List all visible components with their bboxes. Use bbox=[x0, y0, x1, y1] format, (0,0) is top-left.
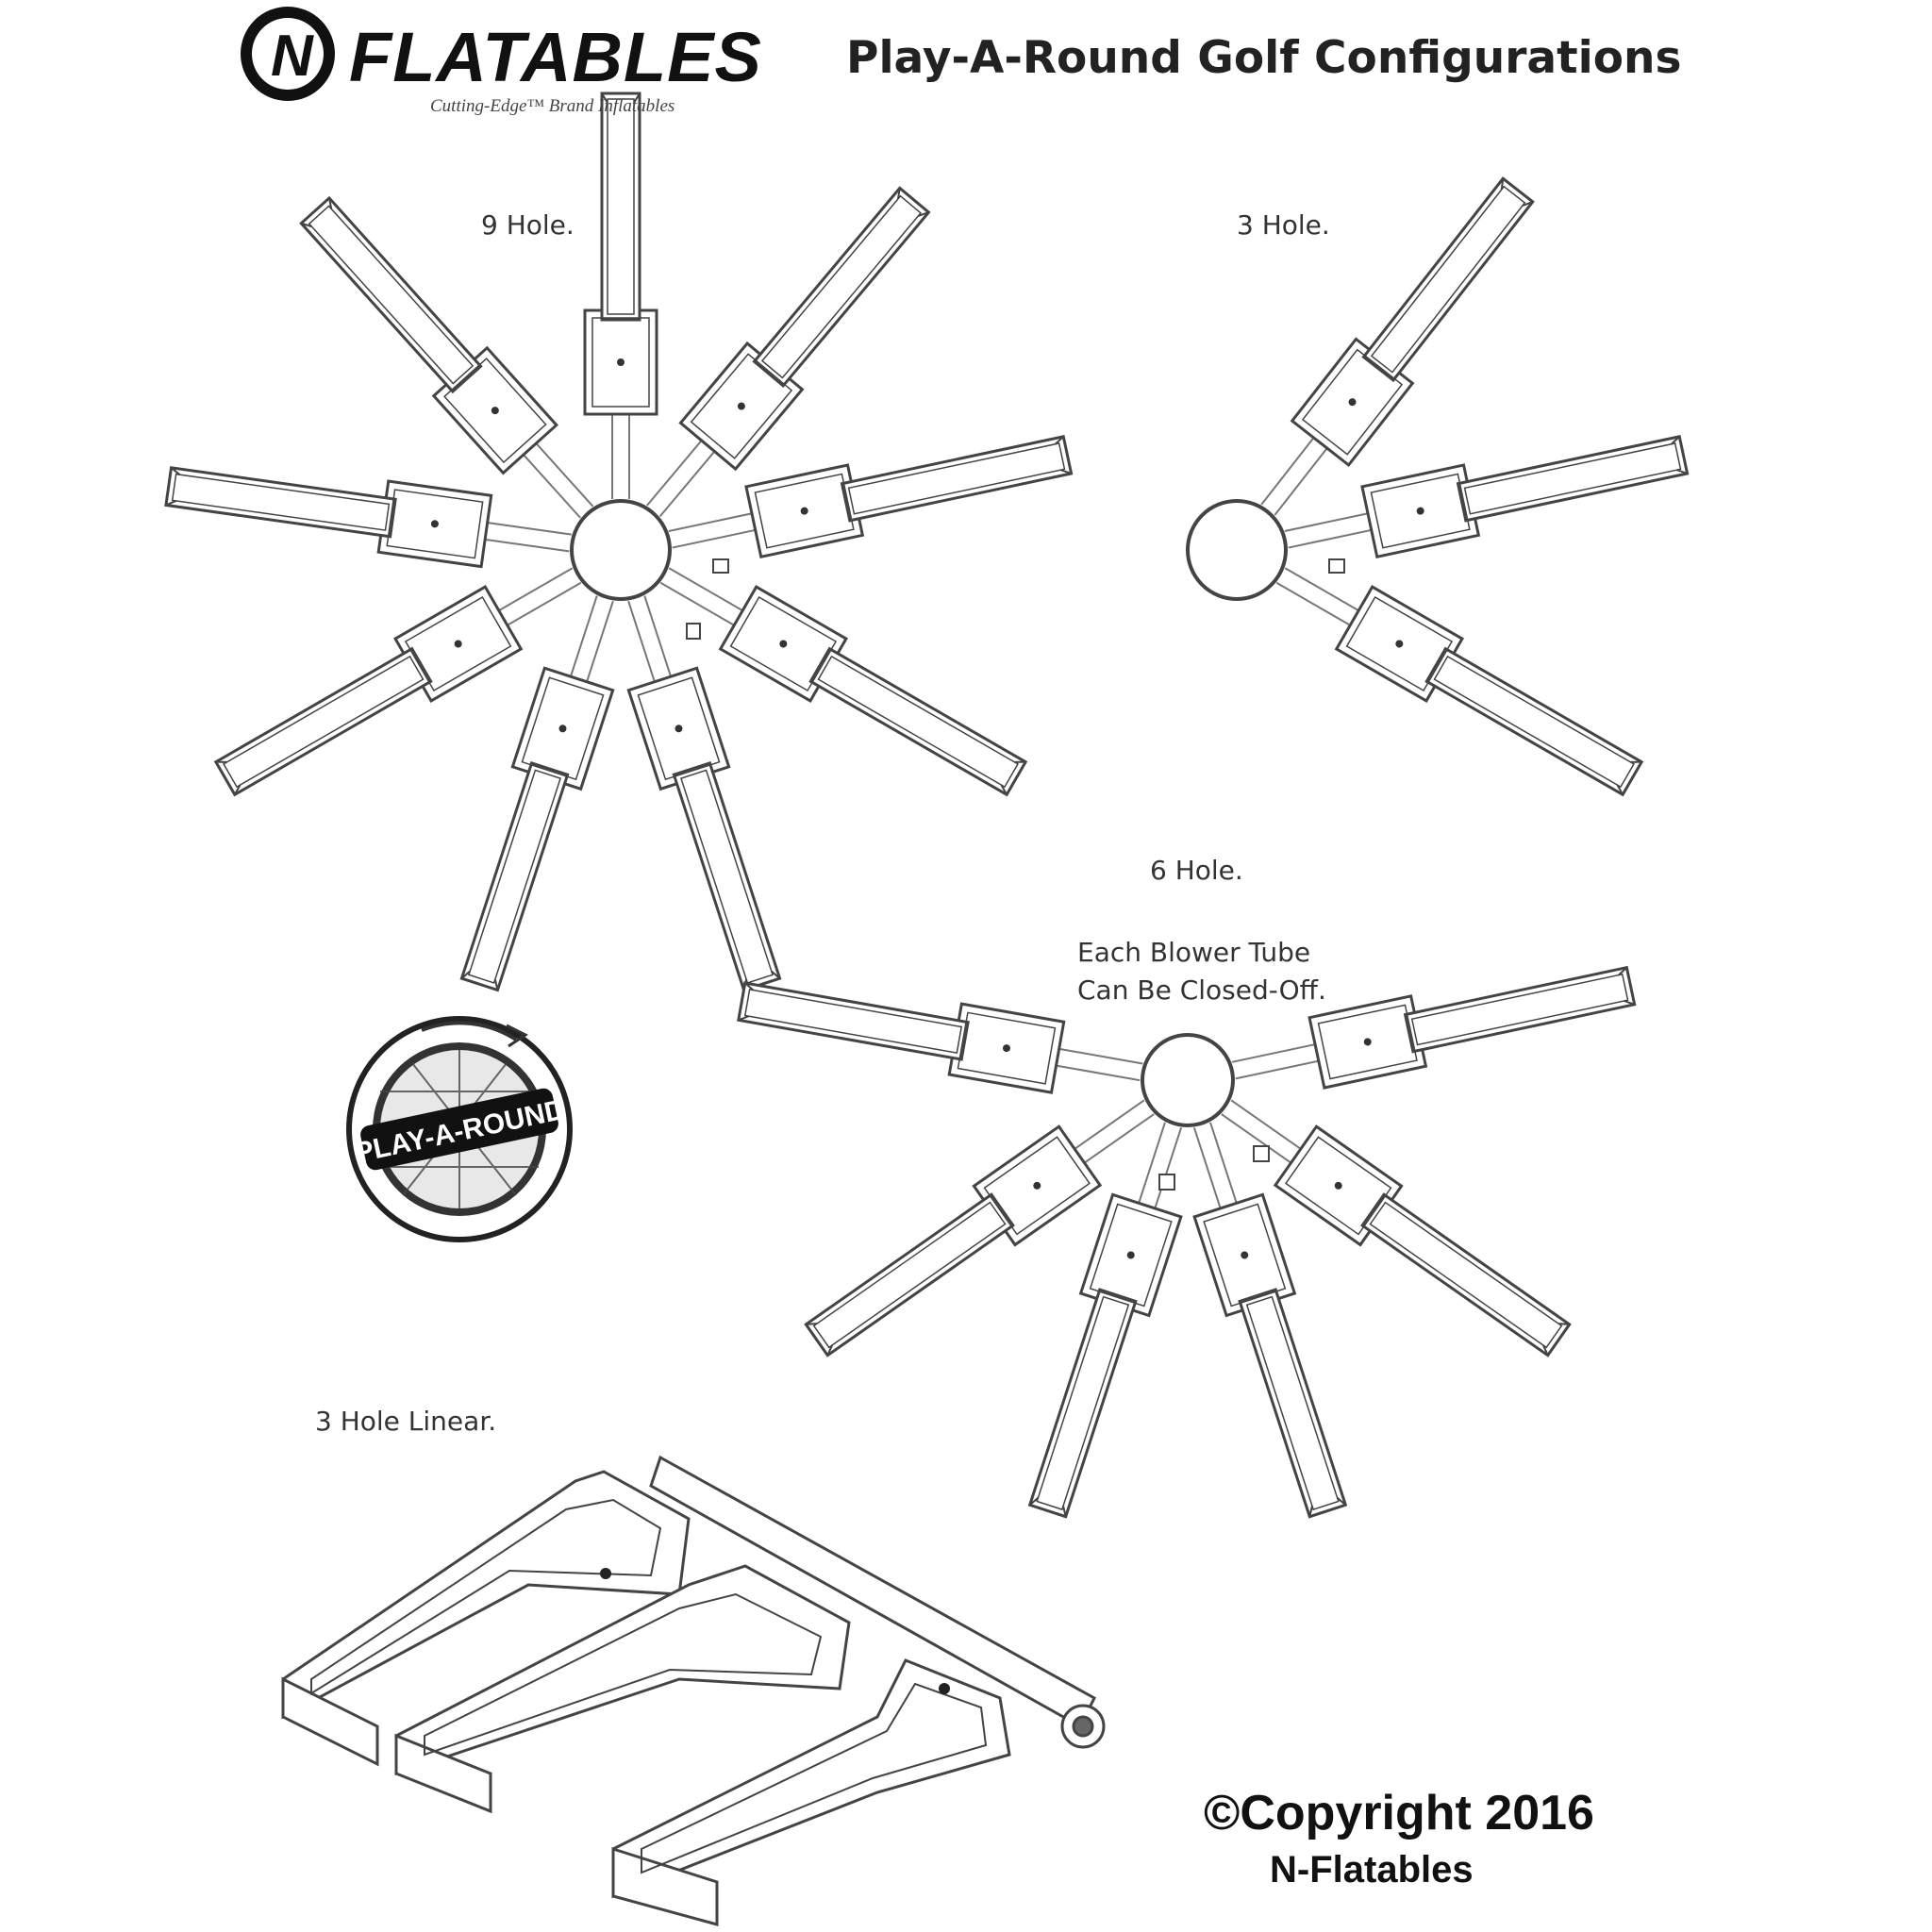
blower-note-line2: Can Be Closed-Off. bbox=[1077, 974, 1326, 1006]
three-hole-diagram bbox=[1188, 168, 1690, 809]
logo-mark bbox=[241, 7, 335, 101]
play-a-round-badge bbox=[349, 1019, 570, 1240]
six-hole-diagram bbox=[736, 951, 1639, 1522]
logo-tagline: Cutting-Edge™ Brand Inflatables bbox=[430, 96, 675, 116]
logo-mark-letter: N bbox=[271, 24, 313, 89]
page-title: Play-A-Round Golf Configurations bbox=[846, 32, 1682, 84]
label-nine-hole: 9 Hole. bbox=[481, 209, 575, 241]
copyright-text: ©Copyright 2016 bbox=[1204, 1786, 1594, 1840]
three-hole-linear-diagram bbox=[283, 1457, 1104, 1924]
badge-text: PLAY-A-ROUND bbox=[351, 1093, 569, 1170]
label-three-hole: 3 Hole. bbox=[1237, 209, 1330, 241]
nine-hole-diagram bbox=[163, 93, 1074, 995]
label-six-hole: 6 Hole. bbox=[1150, 855, 1243, 886]
three-hole-hub bbox=[1188, 501, 1286, 599]
company-name: N-Flatables bbox=[1270, 1849, 1474, 1890]
nine-hole-hub bbox=[572, 501, 670, 599]
six-hole-hub bbox=[1142, 1035, 1233, 1125]
logo-wordmark: FLATABLES bbox=[349, 18, 762, 96]
label-three-hole-linear: 3 Hole Linear. bbox=[315, 1406, 497, 1437]
blower-note-line1: Each Blower Tube bbox=[1077, 937, 1311, 968]
